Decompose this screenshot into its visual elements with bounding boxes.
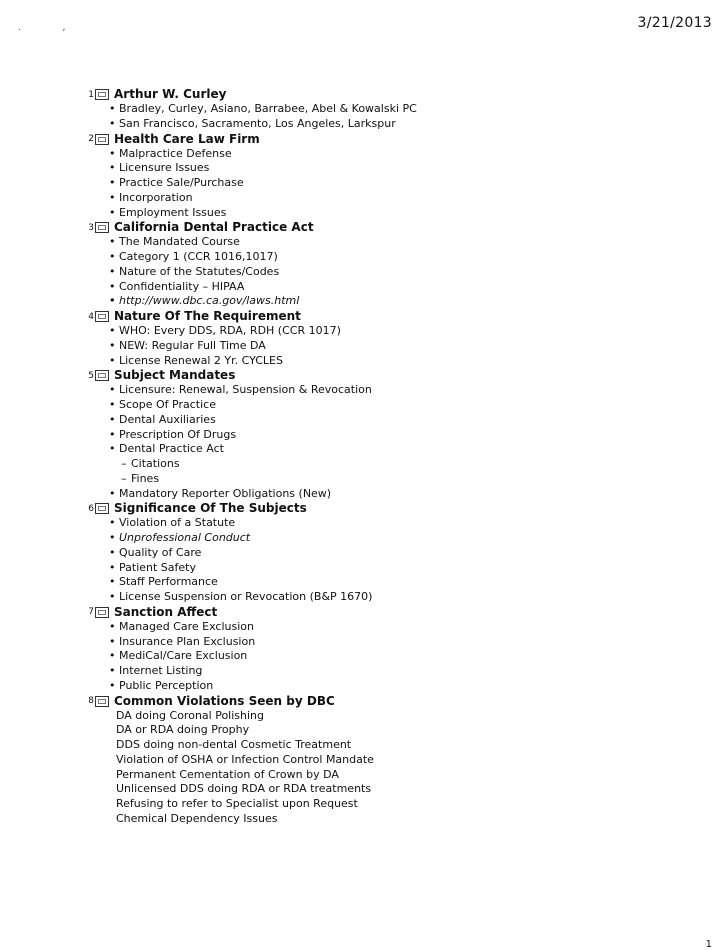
bullet-item: • Dental Practice Act: [119, 442, 706, 457]
bullet-list: [86, 516, 706, 605]
bullet-item: • Practice Sale/Purchase: [119, 176, 706, 191]
text-line: DA or RDA doing Prophy: [116, 723, 250, 737]
bullet-item: • Nature of the Statutes/Codes: [119, 265, 706, 280]
bullet-item: • Mandatory Reporter Obligations (New): [119, 487, 706, 502]
slide-number: 1: [88, 89, 94, 100]
bullet-item: • Managed Care Exclusion: [119, 620, 706, 635]
bullet-item: • Licensure Issues: [119, 161, 706, 176]
slide-title: Subject Mandates: [114, 368, 236, 383]
bullet-item: • Patient Safety: [119, 561, 706, 576]
bullet-list: [86, 620, 706, 694]
slide-number: 6: [88, 503, 94, 514]
bullet-item: • Employment Issues: [119, 206, 706, 221]
slide-title: California Dental Practice Act: [114, 220, 314, 235]
bullet-item: • License Renewal 2 Yr. CYCLES: [119, 354, 706, 369]
page-number: 1: [705, 939, 712, 950]
slide-thumbnail-icon: [95, 607, 109, 618]
slide-title: Nature Of The Requirement: [114, 309, 301, 323]
bullet-item: • Incorporation: [119, 191, 706, 206]
scan-mark: .: [18, 22, 22, 33]
bullet-item: • NEW: Regular Full Time DA: [119, 339, 706, 354]
text-line: DDS doing non-dental Cosmetic Treatment: [116, 738, 352, 751]
slide-header: [86, 605, 706, 620]
slide-title: Arthur W. Curley: [114, 87, 227, 101]
print-date: 3/21/2013: [637, 15, 712, 31]
scan-mark: ,: [62, 22, 66, 33]
text-line: DA doing Coronal Polishing: [116, 708, 265, 722]
slide-number: 2: [88, 134, 94, 144]
bullet-item: • Dental Auxiliaries: [119, 413, 706, 428]
bullet-item: • Internet Listing: [119, 664, 706, 679]
scan-marks: [18, 22, 104, 33]
slide-header: [86, 309, 706, 324]
slide-header: [86, 220, 706, 235]
bullet-item: • MediCal/Care Exclusion: [119, 649, 706, 664]
bullet-item: • Quality of Care: [119, 546, 706, 561]
bullet-list: [86, 324, 706, 368]
slide-thumbnail-icon: [95, 222, 109, 233]
bullet-item: • Category 1 (CCR 1016,1017): [119, 250, 706, 265]
bullet-item: – Fines: [119, 472, 706, 487]
slide-number: 8: [88, 696, 94, 706]
slide-title: Health Care Law Firm: [114, 131, 260, 146]
slide-header: [86, 694, 706, 709]
bullet-list: [86, 102, 706, 132]
text-line: Chemical Dependency Issues: [116, 811, 278, 825]
slide-title: Significance Of The Subjects: [114, 501, 307, 516]
bullet-item: • http://www.dbc.ca.gov/laws.html: [119, 294, 706, 309]
bullet-item: • Public Perception: [119, 679, 706, 694]
slide-thumbnail-icon: [95, 370, 109, 381]
slide-number: 7: [88, 607, 94, 618]
bullet-item: • WHO: Every DDS, RDA, RDH (CCR 1017): [119, 324, 706, 339]
slide-thumbnail-icon: [95, 311, 109, 322]
bullet-item: • Insurance Plan Exclusion: [119, 635, 706, 650]
bullet-item: – Citations: [119, 457, 706, 472]
slide-header: [86, 368, 706, 383]
slide-title: Common Violations Seen by DBC: [114, 693, 335, 708]
slide-thumbnail-icon: [95, 89, 109, 100]
bullet-item: • The Mandated Course: [119, 235, 706, 250]
slide-header: [86, 132, 706, 147]
bullet-item: • Prescription Of Drugs: [119, 428, 706, 443]
bullet-item: • Violation of a Statute: [119, 516, 706, 531]
bullet-item: • Bradley, Curley, Asiano, Barrabee, Abel & Kowalski PC: [119, 102, 706, 117]
slide-header: [86, 87, 706, 102]
slide-thumbnail-icon: [95, 134, 109, 145]
bullet-list: [86, 383, 706, 501]
slide-number: 4: [88, 311, 94, 322]
bullet-item: • Staff Performance: [119, 575, 706, 590]
bullet-item: • Licensure: Renewal, Suspension & Revocation: [119, 383, 706, 398]
text-line: Permanent Cementation of Crown by DA: [116, 767, 339, 781]
bullet-item: • Malpractice Defense: [119, 147, 706, 162]
slide-thumbnail-icon: [95, 696, 109, 707]
bullet-item: • Unprofessional Conduct: [119, 531, 706, 546]
bullet-item: • San Francisco, Sacramento, Los Angeles, Larkspur: [119, 117, 706, 132]
slide-thumbnail-icon: [95, 503, 109, 514]
slide-title: Sanction Affect: [114, 604, 218, 619]
text-line: Refusing to refer to Specialist upon Request: [116, 797, 358, 810]
text-line: Violation of OSHA or Infection Control Mandate: [116, 752, 374, 766]
plain-text-block: [86, 709, 706, 827]
bullet-list: [86, 147, 706, 221]
bullet-item: • Confidentiality – HIPAA: [119, 280, 706, 295]
text-line: Unlicensed DDS doing RDA or RDA treatments: [116, 782, 372, 796]
slide-header: [86, 501, 706, 516]
slide-outline: [86, 87, 706, 827]
bullet-item: • Scope Of Practice: [119, 398, 706, 413]
bullet-item: • License Suspension or Revocation (B&P 1670): [119, 590, 706, 605]
slide-number: 3: [88, 222, 94, 233]
bullet-list: [86, 235, 706, 309]
slide-number: 5: [88, 370, 94, 381]
